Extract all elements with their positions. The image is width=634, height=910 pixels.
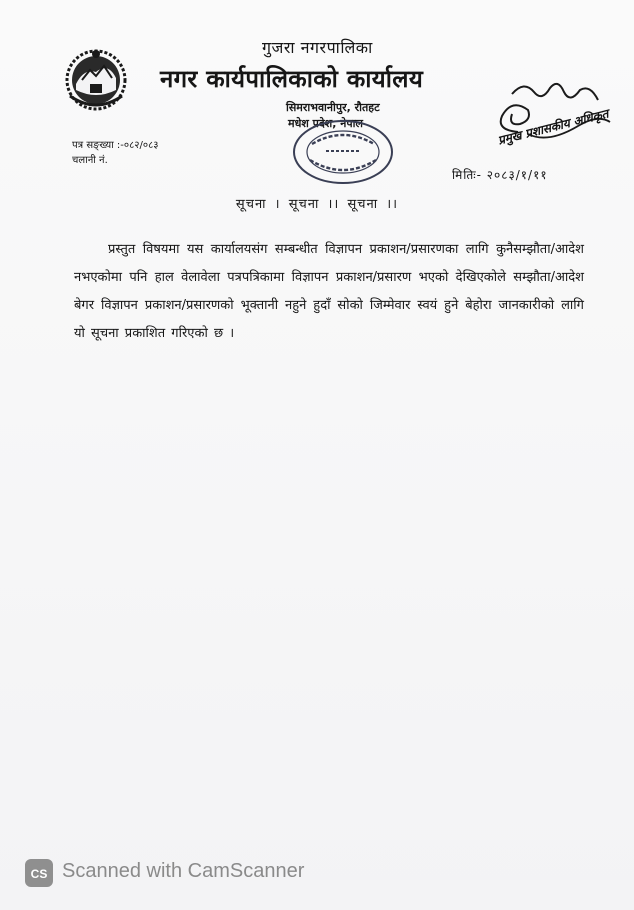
office-province: मधेश प्रदेश, नेपाल — [288, 117, 363, 130]
notice-heading: सूचना । सूचना ।। सूचना ।। — [235, 197, 399, 212]
office-address: सिमराभवानीपुर, रौतहट — [286, 101, 380, 114]
letter-date: मितिः- २०८३/१/११ — [452, 168, 548, 182]
notice-body: प्रस्तुत विषयमा यस कार्यालयसंग सम्बन्धीत विज्ञापन प्रकाशन/प्रसारणका लागि कुनैसम्झौता/आदेश नभएकोमा पनि हाल वेलावेला पत्रपत्रिकामा विज्ञापन प्रकाशन/प्रसारण भएको देखिएकोले सम्झौता/आदेश बेगर विज्ञापन प्रकाशन/प्रसारणको भूक्तानी नहुने हुदाँ सोको जिम्मेवार स्वयं हुने बेहोरा जानकारीको लागि यो सूचना प्रकाशित गरिएको छ । — [74, 242, 584, 341]
svg-text:CS: CS — [30, 867, 48, 881]
signatory-title: प्रमुख प्रशासकीय अधिकृत — [496, 106, 610, 148]
reference-number: पत्र सङ्ख्या :-०८२/०८३ — [72, 140, 159, 151]
office-stamp — [292, 118, 394, 186]
office-title: नगर कार्यपालिकाको कार्यालय — [160, 64, 424, 93]
nepal-emblem-icon — [64, 44, 128, 116]
scanner-watermark: Scanned with CamScanner — [62, 860, 305, 882]
municipality-name: गुजरा नगरपालिका — [262, 38, 373, 57]
dispatch-number: चलानी नं. — [72, 155, 108, 166]
camscanner-logo-icon — [24, 858, 54, 888]
